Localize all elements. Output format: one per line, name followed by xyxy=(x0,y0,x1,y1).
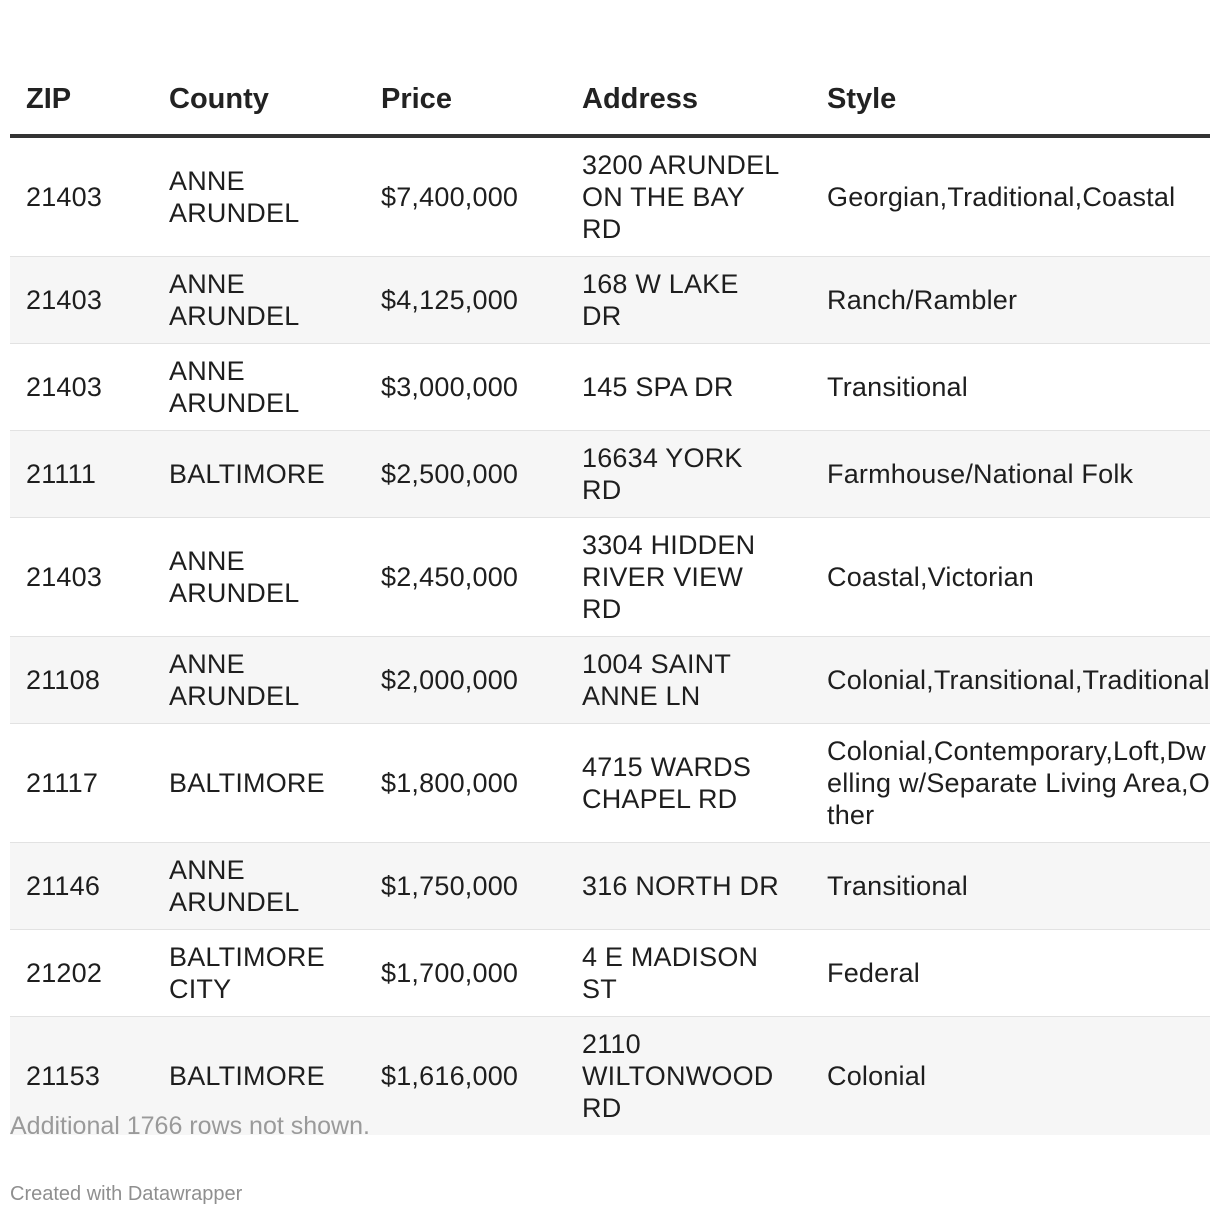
cell-county: BALTIMORE xyxy=(153,724,365,843)
cell-address: 3304 HIDDEN RIVER VIEW RD xyxy=(566,518,811,637)
table-row xyxy=(10,724,1210,843)
table-row xyxy=(10,257,1210,344)
cell-zip: 21153 xyxy=(10,1017,153,1136)
cell-county: ANNE ARUNDEL xyxy=(153,843,365,930)
cell-style: Colonial xyxy=(811,1017,1210,1136)
cell-price: $3,000,000 xyxy=(365,344,566,431)
cell-address: 16634 YORK RD xyxy=(566,431,811,518)
cell-address: 2110 WILTONWOOD RD xyxy=(566,1017,811,1136)
cell-style: Coastal,Victorian xyxy=(811,518,1210,637)
cell-style: Transitional xyxy=(811,843,1210,930)
cell-county: ANNE ARUNDEL xyxy=(153,344,365,431)
cell-address: 316 NORTH DR xyxy=(566,843,811,930)
cell-address: 3200 ARUNDEL ON THE BAY RD xyxy=(566,136,811,257)
cell-style: Colonial,Transitional,Traditional xyxy=(811,637,1210,724)
cell-price: $2,000,000 xyxy=(365,637,566,724)
cell-price: $1,616,000 xyxy=(365,1017,566,1136)
cell-county: ANNE ARUNDEL xyxy=(153,136,365,257)
column-header-address[interactable]: Address xyxy=(566,64,811,136)
rows-not-shown-note: Additional 1766 rows not shown. xyxy=(10,1112,370,1140)
cell-county: BALTIMORE xyxy=(153,431,365,518)
cell-zip: 21111 xyxy=(10,431,153,518)
table-header xyxy=(10,64,1210,136)
cell-price: $4,125,000 xyxy=(365,257,566,344)
cell-county: ANNE ARUNDEL xyxy=(153,637,365,724)
cell-address: 4 E MADISON ST xyxy=(566,930,811,1017)
column-header-price[interactable]: Price xyxy=(365,64,566,136)
cell-price: $1,750,000 xyxy=(365,843,566,930)
column-header-style[interactable]: Style xyxy=(811,64,1210,136)
cell-price: $1,800,000 xyxy=(365,724,566,843)
cell-address: 1004 SAINT ANNE LN xyxy=(566,637,811,724)
data-table-container xyxy=(10,64,1210,1135)
table-row xyxy=(10,136,1210,257)
cell-price: $2,450,000 xyxy=(365,518,566,637)
cell-style: Transitional xyxy=(811,344,1210,431)
cell-county: BALTIMORE CITY xyxy=(153,930,365,1017)
cell-style: Colonial,Contemporary,Loft,Dwelling w/Separate Living Area,Other xyxy=(811,724,1210,843)
data-table xyxy=(10,64,1210,1135)
cell-zip: 21403 xyxy=(10,136,153,257)
cell-county: ANNE ARUNDEL xyxy=(153,257,365,344)
cell-price: $7,400,000 xyxy=(365,136,566,257)
cell-address: 145 SPA DR xyxy=(566,344,811,431)
cell-price: $2,500,000 xyxy=(365,431,566,518)
cell-zip: 21108 xyxy=(10,637,153,724)
cell-style: Ranch/Rambler xyxy=(811,257,1210,344)
column-header-county[interactable]: County xyxy=(153,64,365,136)
cell-style: Farmhouse/National Folk xyxy=(811,431,1210,518)
header-row xyxy=(10,64,1210,136)
cell-price: $1,700,000 xyxy=(365,930,566,1017)
cell-style: Federal xyxy=(811,930,1210,1017)
credit-footer: Created with Datawrapper xyxy=(10,1183,243,1205)
table-row xyxy=(10,930,1210,1017)
cell-zip: 21403 xyxy=(10,344,153,431)
table-body xyxy=(10,136,1210,1135)
column-header-zip[interactable]: ZIP xyxy=(10,64,153,136)
cell-zip: 21117 xyxy=(10,724,153,843)
table-row xyxy=(10,431,1210,518)
cell-zip: 21403 xyxy=(10,257,153,344)
cell-county: BALTIMORE xyxy=(153,1017,365,1136)
table-row xyxy=(10,344,1210,431)
table-row xyxy=(10,518,1210,637)
cell-zip: 21202 xyxy=(10,930,153,1017)
cell-style: Georgian,Traditional,Coastal xyxy=(811,136,1210,257)
table-row xyxy=(10,843,1210,930)
cell-zip: 21146 xyxy=(10,843,153,930)
cell-address: 168 W LAKE DR xyxy=(566,257,811,344)
cell-zip: 21403 xyxy=(10,518,153,637)
table-row xyxy=(10,637,1210,724)
cell-county: ANNE ARUNDEL xyxy=(153,518,365,637)
cell-address: 4715 WARDS CHAPEL RD xyxy=(566,724,811,843)
